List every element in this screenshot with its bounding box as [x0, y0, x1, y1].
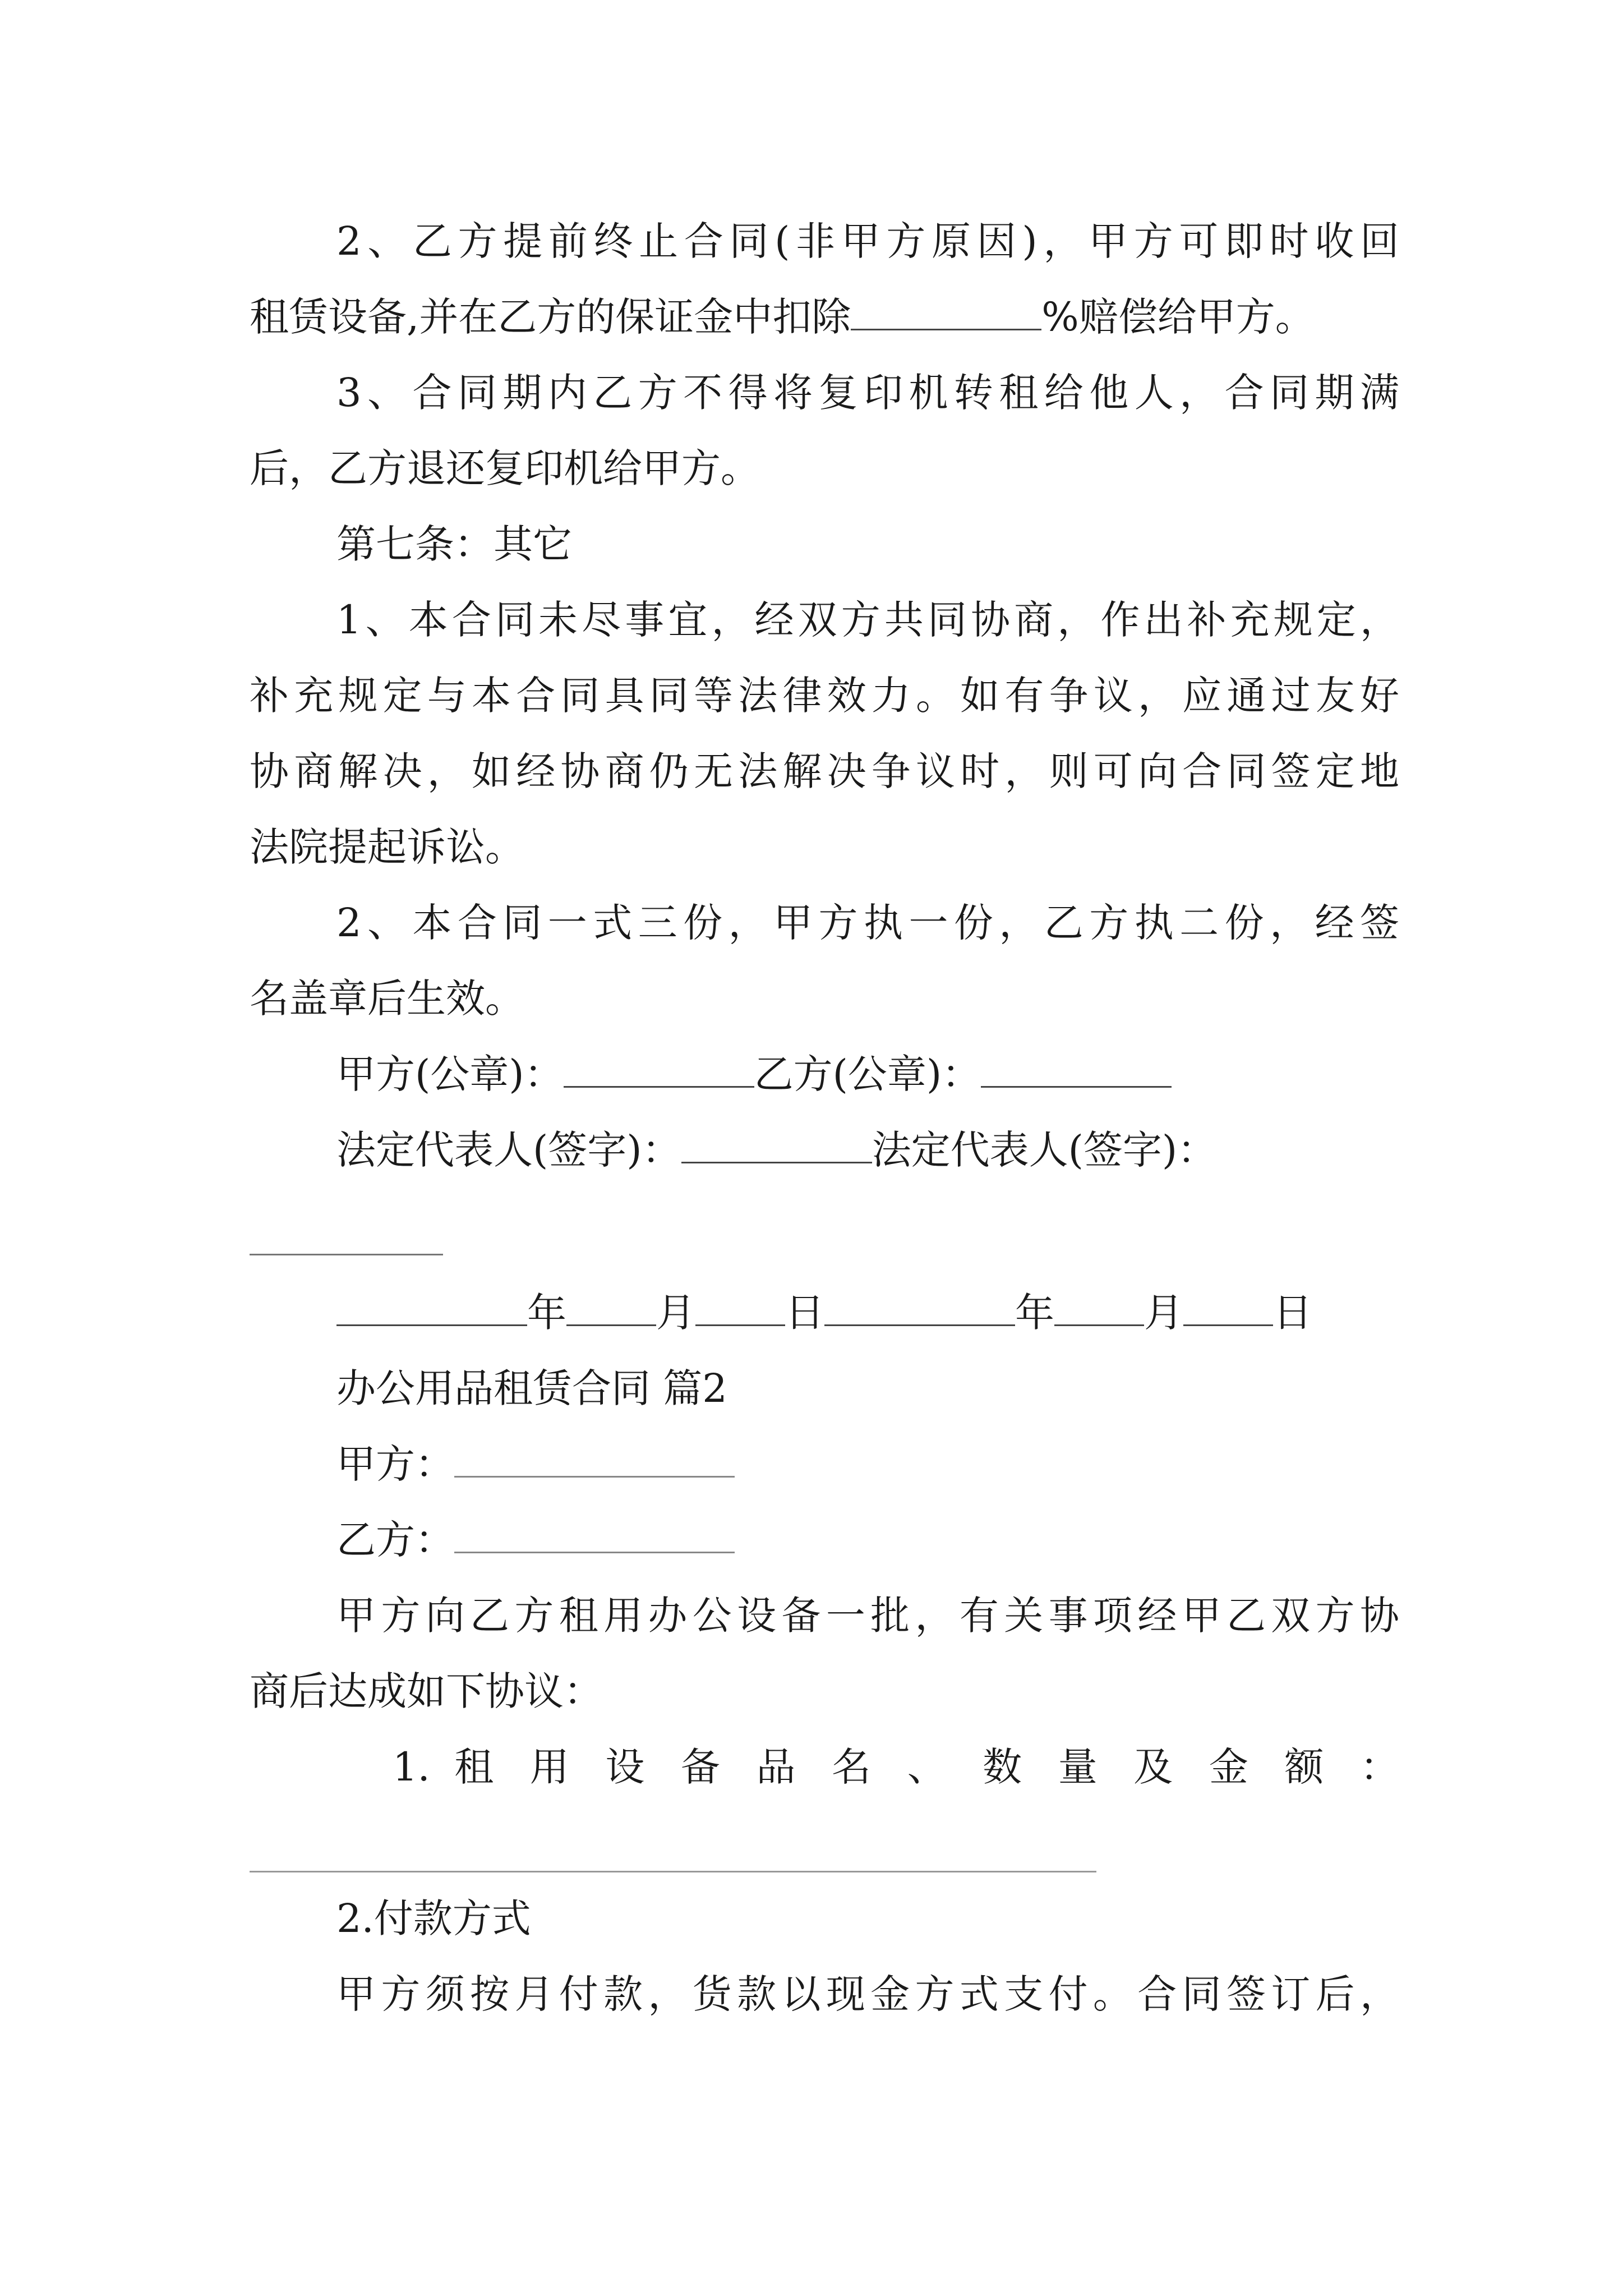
year-label: 年 [527, 1290, 566, 1336]
party-b-seal-label: 乙方(公章)： [754, 1051, 981, 1097]
party-a-line [336, 1436, 1399, 1492]
party-a-seal-label: 甲方(公章)： [336, 1051, 564, 1097]
paragraph-line: 名盖章后生效。 [250, 976, 524, 1022]
paragraph-line: 3、合同期内乙方不得将复印机转租给他人，合同期满 [336, 370, 1399, 416]
date-blank[interactable] [824, 1287, 1015, 1326]
party-a-name-blank[interactable] [454, 1439, 735, 1478]
paragraph-line: 甲方向乙方租用办公设备一批，有关事项经甲乙双方协 [336, 1593, 1399, 1639]
paragraph-line: 商后达成如下协议： [250, 1668, 603, 1714]
paragraph-line: 后，乙方退还复印机给甲方。 [250, 445, 760, 491]
section-heading: 第七条：其它 [336, 521, 572, 567]
paragraph-line: 补充规定与本合同具同等法律效力。如有争议，应通过友好 [250, 673, 1399, 719]
day-label: 日 [785, 1290, 824, 1336]
day-label: 日 [1273, 1290, 1312, 1336]
paragraph-line: 2、本合同一式三份，甲方执一份，乙方执二份，经签 [336, 900, 1399, 946]
year-label: 年 [1015, 1290, 1054, 1336]
date-blank[interactable] [1183, 1287, 1273, 1326]
percentage-blank[interactable] [851, 292, 1041, 330]
paragraph-line [250, 289, 1399, 345]
paragraph-line: 法院提起诉讼。 [250, 824, 524, 870]
date-line [336, 1285, 1399, 1341]
party-b-name-blank[interactable] [454, 1515, 735, 1553]
party-b-rep-label: 法定代表人(签字)： [872, 1127, 1217, 1173]
month-label: 月 [1144, 1290, 1183, 1336]
date-blank[interactable] [1054, 1287, 1144, 1326]
section-heading: 2.付款方式 [336, 1895, 531, 1941]
signature-line-representative [336, 1122, 1402, 1178]
party-b-seal-blank[interactable] [981, 1049, 1172, 1088]
list-item: 1. 租 用 设 备 品 名 、 数 量 及 金 额 ： [393, 1744, 1399, 1790]
paragraph-line: 甲方须按月付款，货款以现金方式支付。合同签订后， [336, 1971, 1399, 2017]
party-a-rep-blank[interactable] [681, 1125, 872, 1163]
party-a-label: 甲方： [336, 1441, 454, 1487]
paragraph-line: 2、乙方提前终止合同(非甲方原因)，甲方可即时收回 [336, 218, 1399, 264]
party-a-rep-label: 法定代表人(签字)： [336, 1127, 681, 1173]
signature-line-seal [336, 1046, 1399, 1102]
date-blank[interactable] [566, 1287, 656, 1326]
party-b-line [336, 1512, 1399, 1568]
party-b-rep-blank[interactable] [250, 1254, 443, 1255]
contract-title: 办公用品租赁合同 篇2 [336, 1365, 727, 1411]
equipment-list-blank[interactable] [250, 1871, 1096, 1872]
paragraph-line: 协商解决，如经协商仍无法解决争议时，则可向合同签定地 [250, 748, 1399, 794]
date-blank[interactable] [336, 1287, 527, 1326]
party-b-label: 乙方： [336, 1517, 454, 1563]
text-run: %赔偿给甲方。 [1041, 294, 1315, 340]
paragraph-line: 1、本合同未尽事宜，经双方共同协商，作出补充规定， [336, 597, 1399, 643]
text-run: 租赁设备,并在乙方的保证金中扣除 [250, 294, 851, 340]
date-blank[interactable] [695, 1287, 785, 1326]
party-a-seal-blank[interactable] [564, 1049, 754, 1088]
month-label: 月 [656, 1290, 695, 1336]
